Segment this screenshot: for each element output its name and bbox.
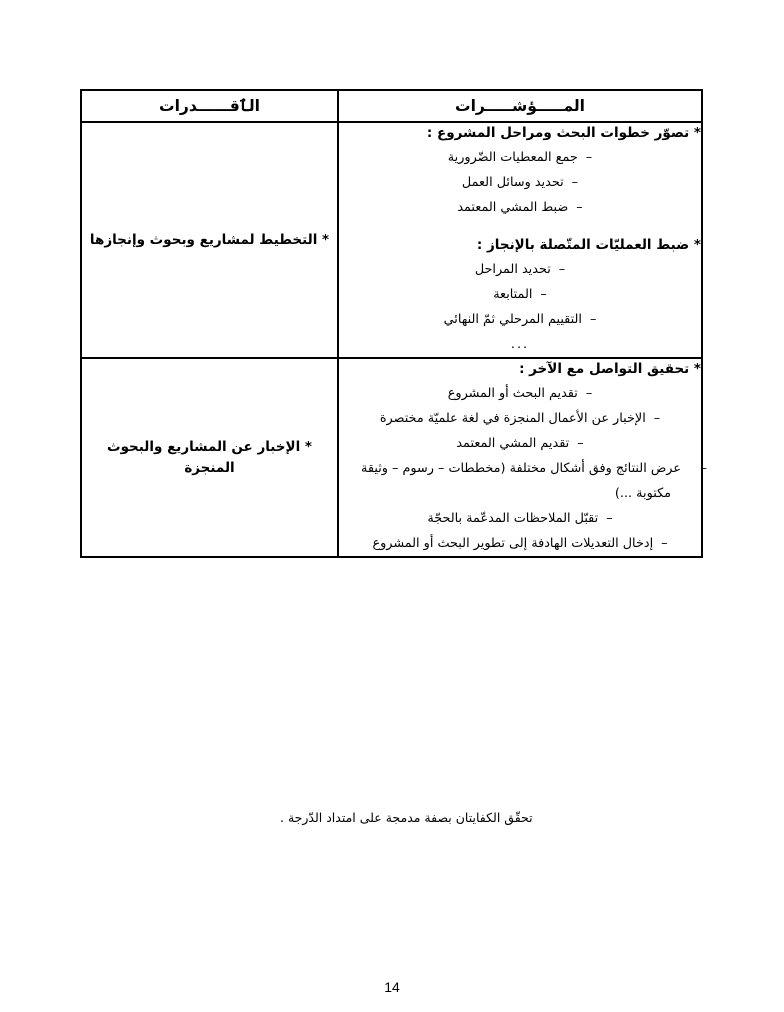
indicator-group bbox=[339, 359, 707, 557]
indicator-group-heading: * تحقيق التواصل مع الآخر : bbox=[519, 360, 701, 377]
list-item bbox=[339, 146, 701, 171]
indicators-cell-row-2 bbox=[338, 358, 707, 558]
competency-indicators-table bbox=[80, 89, 707, 558]
table-row bbox=[81, 122, 702, 358]
list-item bbox=[339, 308, 701, 333]
indicator-item-list bbox=[339, 146, 701, 221]
list-item bbox=[339, 258, 701, 283]
indicator-group-trailing-ellipsis: ... bbox=[510, 336, 530, 352]
list-item-label: تحديد وسائل العمل bbox=[461, 174, 564, 190]
header-label-capacities: الٱقــــــدرات bbox=[159, 97, 260, 116]
list-item bbox=[339, 171, 701, 196]
capacity-cell-row-2 bbox=[81, 358, 338, 558]
dash-marker: – bbox=[585, 385, 593, 401]
header-label-indicators: المـــــؤشـــــرات bbox=[455, 97, 585, 116]
indicator-group-heading: * ضبط العمليّات المتّصلة بالإنجاز : bbox=[476, 236, 701, 253]
list-item-label: تقديم المشي المعتمد bbox=[456, 435, 570, 451]
indicator-item-list bbox=[339, 382, 707, 557]
list-item-label: جمع المعطيات الضّرورية bbox=[447, 149, 578, 165]
list-item-label: تقديم البحث أو المشروع bbox=[447, 385, 578, 401]
list-item-label: تحديد المراحل bbox=[474, 261, 551, 277]
list-item bbox=[339, 196, 701, 221]
list-item-label: إدخال التعديلات الهادفة إلى تطوير البحث أو المشروع bbox=[372, 535, 654, 551]
footnote-text: تحقّق الكفايتان بصفة مدمجة على امتداد الدّرجة . bbox=[280, 810, 533, 825]
list-item bbox=[339, 432, 701, 457]
dash-marker: – bbox=[606, 510, 613, 526]
header-cell-capacities bbox=[81, 90, 338, 122]
page-number: 14 bbox=[384, 979, 400, 995]
list-item bbox=[339, 382, 701, 407]
indicator-group bbox=[339, 235, 701, 357]
table-row bbox=[81, 358, 702, 558]
dash-marker: – bbox=[585, 149, 593, 165]
list-item bbox=[339, 407, 701, 432]
list-item-label: التقييم المرحلي ثمّ النهائي bbox=[443, 311, 582, 327]
capacity-label: * الإخبار عن المشاريع والبحوث المنجزة bbox=[107, 439, 312, 476]
list-item-label: ضبط المشي المعتمد bbox=[457, 199, 569, 215]
indicator-item-list bbox=[339, 258, 701, 333]
dash-marker: – bbox=[571, 174, 579, 190]
table-header-row bbox=[81, 90, 702, 122]
dash-marker: – bbox=[653, 410, 661, 426]
indicator-group bbox=[339, 123, 701, 221]
list-item-label: عرض النتائج وفق أشكال مختلفة (مخططات – رسوم – وثيقة مكتوبة ...) bbox=[361, 460, 681, 501]
capacity-label: * التخطيط لمشاريع وبحوث وإنجازها bbox=[89, 232, 330, 249]
dash-marker: – bbox=[589, 311, 597, 327]
dash-marker: – bbox=[558, 261, 566, 277]
dash-marker: – bbox=[700, 460, 707, 476]
dash-marker: – bbox=[540, 286, 547, 302]
dash-marker: – bbox=[576, 199, 583, 215]
list-item bbox=[339, 532, 701, 557]
dash-marker: – bbox=[577, 435, 584, 451]
dash-marker: – bbox=[661, 535, 668, 551]
list-item-label: المتابعة bbox=[493, 286, 533, 302]
list-item bbox=[339, 457, 707, 507]
capacity-cell-row-1 bbox=[81, 122, 338, 358]
list-item-label: الإخبار عن الأعمال المنجزة في لغة علميّة مختصرة bbox=[379, 410, 646, 426]
list-item-label: تقبّل الملاحظات المدعّمة بالحجّة bbox=[427, 510, 599, 526]
list-item bbox=[339, 283, 701, 308]
indicator-group-heading: * تصوّر خطوات البحث ومراحل المشروع : bbox=[426, 125, 701, 141]
header-cell-indicators bbox=[338, 90, 702, 122]
list-item bbox=[339, 507, 701, 532]
indicators-cell-row-1 bbox=[338, 122, 702, 358]
